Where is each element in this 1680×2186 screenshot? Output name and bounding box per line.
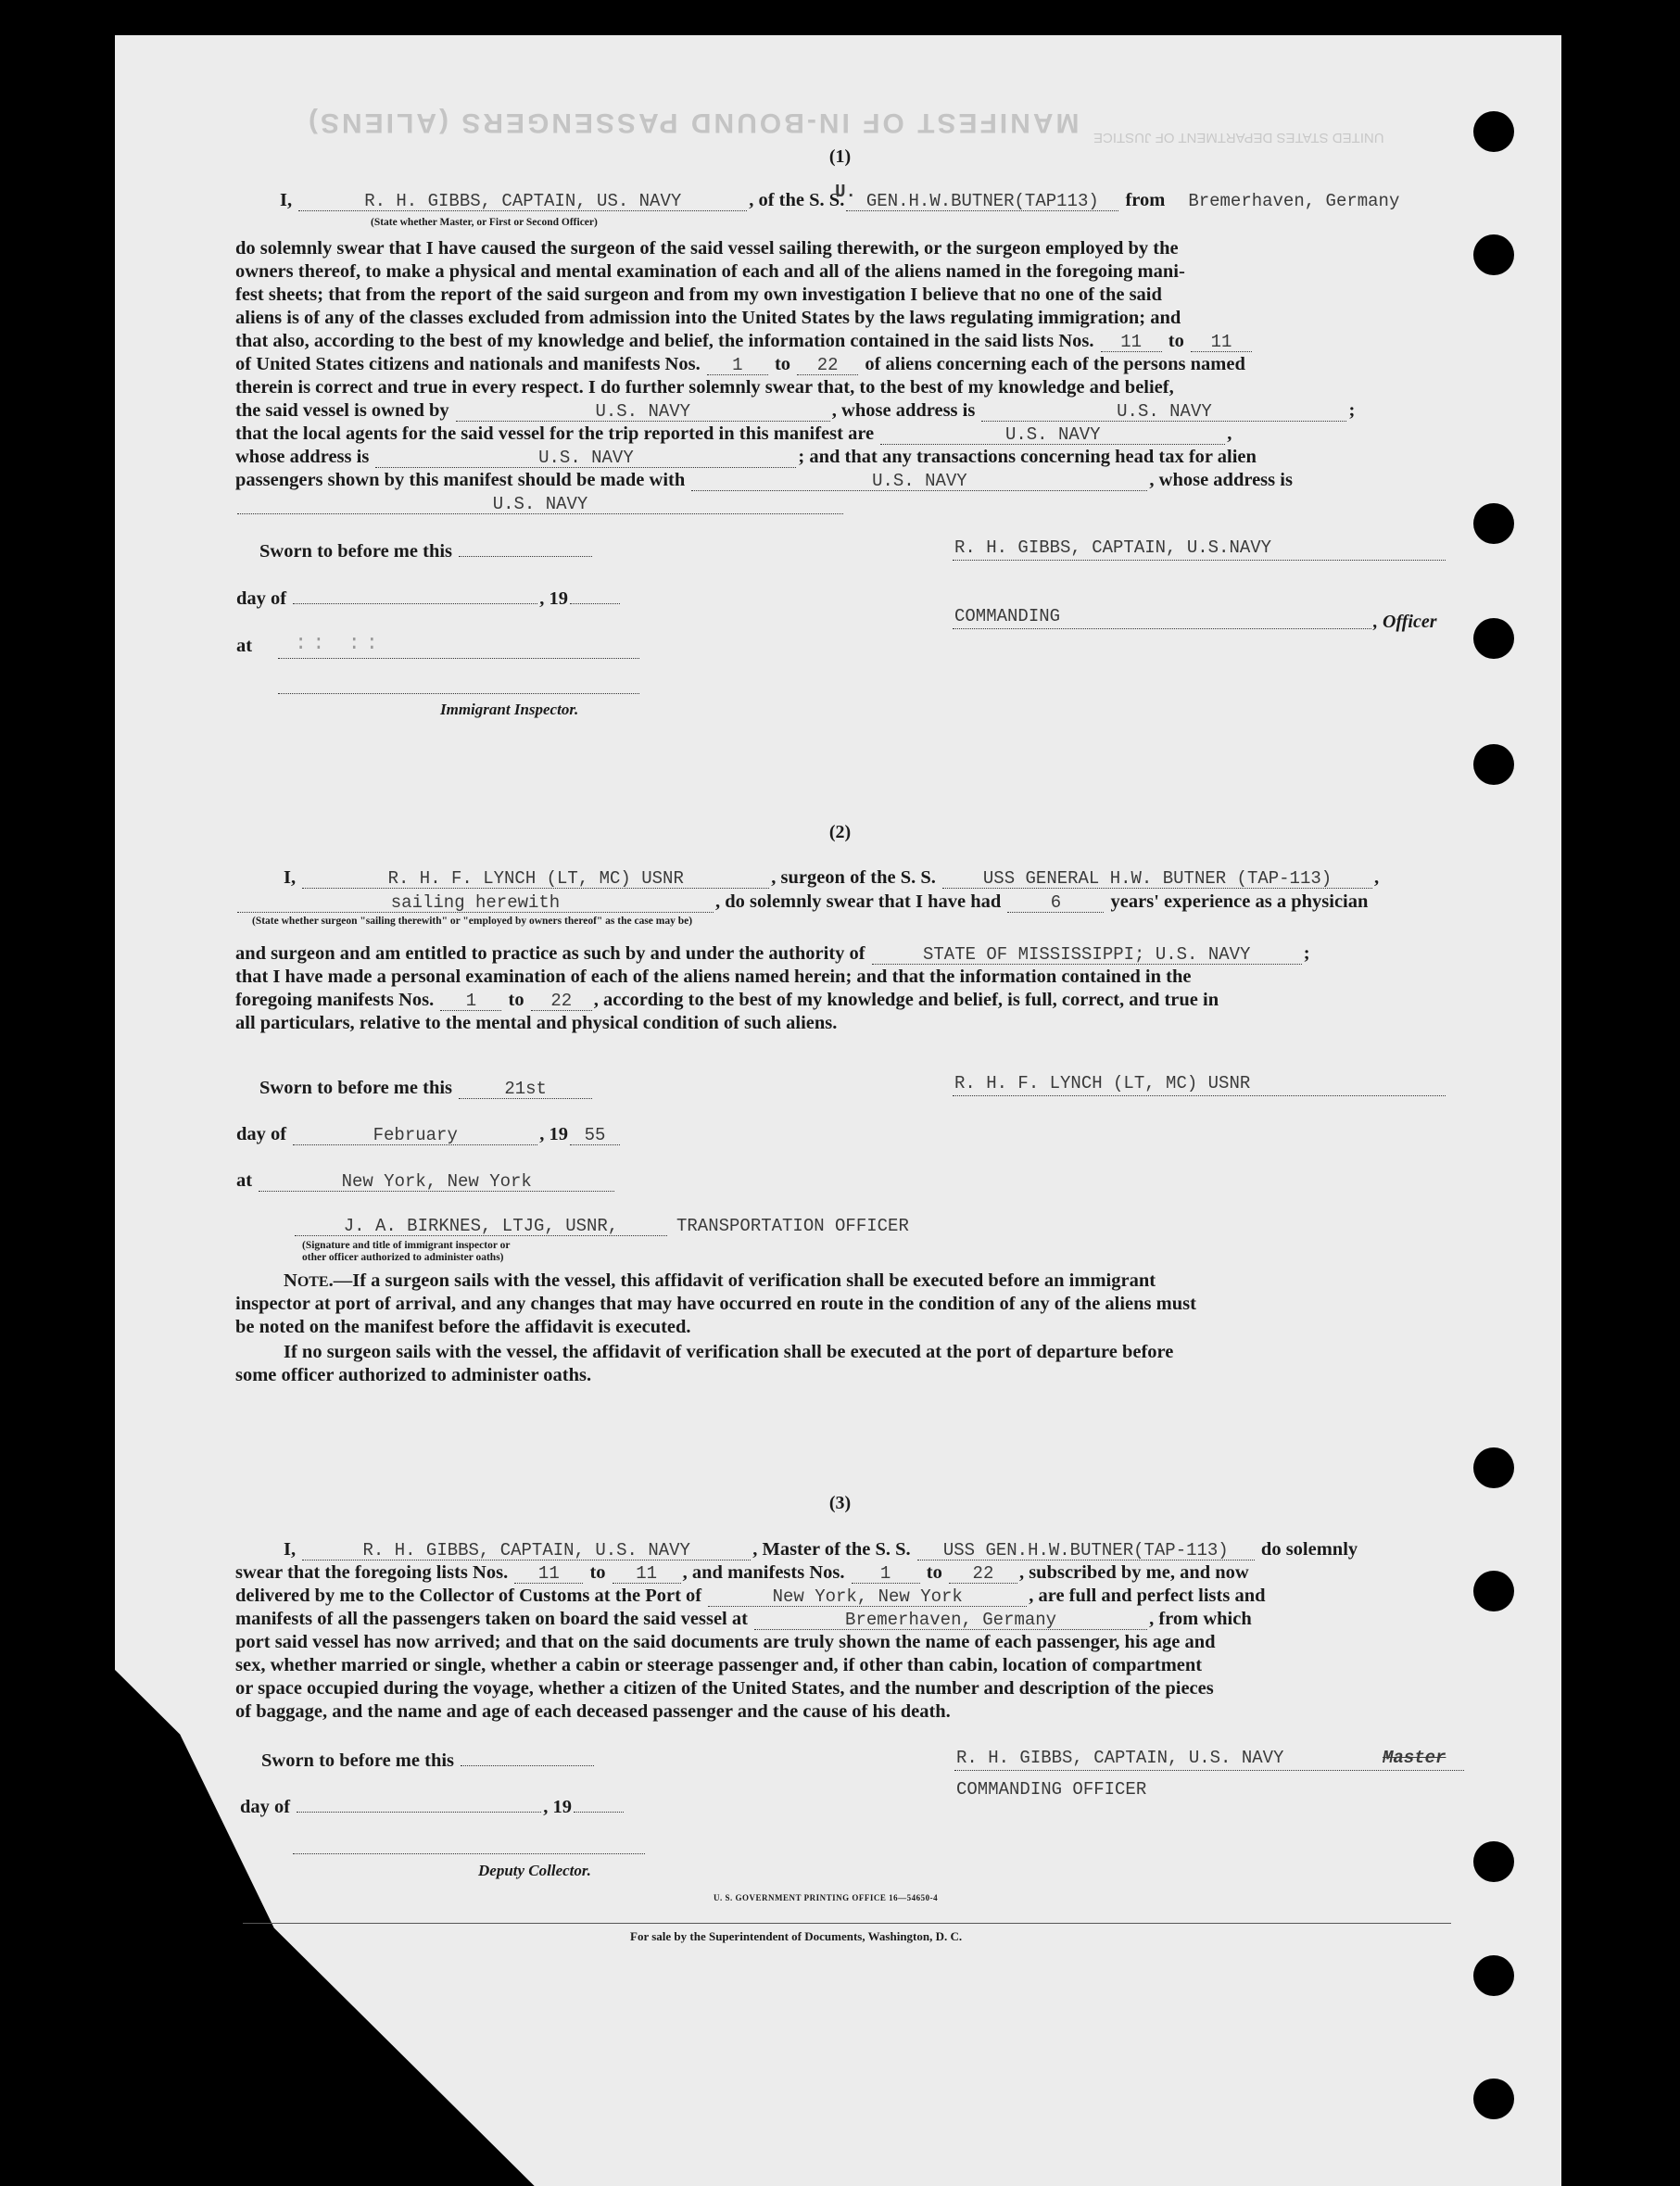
s2-sailing: sailing herewith (237, 893, 714, 913)
s1-list-from: 11 (1101, 333, 1162, 352)
s1-vessel-prefix: U. (835, 182, 856, 202)
s1-head-tax-address: U.S. NAVY (237, 495, 843, 514)
s3-list-to: 11 (613, 1564, 681, 1584)
s3-vessel-name: USS GEN.H.W.BUTNER(TAP-113) (917, 1541, 1255, 1561)
section-3-number: (3) (828, 1493, 852, 1513)
s1-sworn-label: Sworn to before me this (259, 540, 594, 563)
s1-body-1: do solemnly swear that I have caused the surgeon of the said vessel sailing therewith, or the surgeon employed by the (235, 238, 1179, 259)
note-line-1: NOTE.—If a surgeon sails with the vessel, this affidavit of verification shall be executed before an immigrant (284, 1270, 1156, 1291)
bleed-through-department: UNITED STATES DEPARTMENT OF JUSTICE (1093, 130, 1384, 145)
s3-collector-caption: Deputy Collector. (478, 1862, 591, 1879)
binder-hole (1473, 234, 1514, 275)
s3-line-3: delivered by me to the Collector of Customs at the Port of New York, New York , are full and perfect lists and (235, 1586, 1266, 1607)
s2-line-4: that I have made a personal examination of each of the aliens named herein; and that the information contained in the (235, 967, 1192, 987)
s1-body-4: aliens is of any of the classes excluded from admission into the United States by the laws regulating immigration; and (235, 308, 1181, 328)
sale-notice: For sale by the Superintendent of Documents, Washington, D. C. (630, 1929, 963, 1943)
s3-manifest-to: 22 (949, 1564, 1017, 1584)
note-line-5: some officer authorized to administer oaths. (235, 1365, 592, 1385)
s3-line-6: sex, whether married or single, whether a cabin or steerage passenger and, if other than cabin, location of compartment (235, 1655, 1203, 1675)
s3-line-2: swear that the foregoing lists Nos. 11 to 11 , and manifests Nos. 1 to 22 , subscribed by me, and now (235, 1562, 1249, 1584)
s1-inspector-caption: Immigrant Inspector. (440, 701, 579, 718)
binder-hole (1473, 1447, 1514, 1488)
s1-body-9: that the local agents for the said vessel for the trip reported in this manifest are U.S. NAVY , (235, 423, 1232, 445)
binder-hole (1473, 2079, 1514, 2119)
s1-local-agents: U.S. NAVY (880, 425, 1225, 445)
s3-port-departure: Bremerhaven, Germany (754, 1611, 1147, 1630)
s1-officer-title: COMMANDING (954, 606, 1061, 626)
s1-signature: R. H. GIBBS, CAPTAIN, U.S.NAVY (954, 537, 1272, 558)
binder-hole (1473, 1571, 1514, 1611)
s1-body-3: fest sheets; that from the report of the said surgeon and from my own investigation I believe that no one of the said (235, 284, 1162, 305)
s2-sailing-caption: (State whether surgeon "sailing therewith" or "employed by owners thereof" as the case may be) (252, 916, 693, 927)
s2-officer-caption-1: (Signature and title of immigrant inspector or (302, 1240, 511, 1251)
s1-manifest-to: 22 (797, 356, 858, 375)
s1-day-label: day of , 19 (236, 588, 622, 611)
s1-body-12 (235, 492, 845, 515)
s3-list-from: 11 (514, 1564, 583, 1584)
binder-hole (1473, 618, 1514, 659)
s2-line-3: and surgeon and am entitled to practice as such by and under the authority of STATE OF MISSISSIPPI; U.S. NAVY ; (235, 943, 1310, 965)
s1-from-port: Bremerhaven, Germany (1188, 191, 1400, 211)
note-line-4: If no surgeon sails with the vessel, the affidavit of verification shall be executed at the port of departure before (284, 1342, 1174, 1362)
s1-body-11: passengers shown by this manifest should be made with U.S. NAVY , whose address is (235, 470, 1293, 491)
s1-head-tax-party: U.S. NAVY (691, 472, 1147, 491)
s2-officer-name: J. A. BIRKNES, LTJG, USNR, (295, 1217, 667, 1236)
s2-officer-line (293, 1214, 669, 1237)
binder-hole (1473, 1955, 1514, 1996)
s2-sworn-label: Sworn to before me this 21st (259, 1077, 594, 1100)
s3-sworn-label: Sworn to before me this (261, 1750, 596, 1773)
s1-captain-name: R. H. GIBBS, CAPTAIN, US. NAVY (298, 192, 747, 211)
s2-signature: R. H. F. LYNCH (LT, MC) USNR (954, 1073, 1251, 1093)
note-line-3: be noted on the manifest before the affidavit is executed. (235, 1317, 691, 1337)
s2-officer-caption-2: other officer authorized to administer oaths) (302, 1252, 504, 1263)
printing-office-imprint: U. S. GOVERNMENT PRINTING OFFICE 16—54650-4 (714, 1893, 939, 1902)
s3-day-label: day of , 19 (240, 1796, 625, 1819)
s1-agents-address: U.S. NAVY (375, 449, 796, 468)
s1-body-6: of United States citizens and nationals and manifests Nos. 1 to 22 of aliens concerning each of the persons named (235, 354, 1245, 375)
s2-vessel-name: USS GENERAL H.W. BUTNER (TAP-113) (942, 869, 1372, 889)
s2-sworn-day: 21st (459, 1080, 592, 1099)
s3-line-7: or space occupied during the voyage, whether a citizen of the United States, and the number and description of the pieces (235, 1678, 1214, 1699)
s1-officer-label: , Officer (1373, 612, 1437, 632)
s3-port-arrival: New York, New York (708, 1587, 1027, 1607)
s2-day-label: day of February , 19 55 (236, 1123, 622, 1146)
s2-at-label: at New York, New York (236, 1169, 616, 1193)
s3-collector-rule (293, 1853, 645, 1854)
s1-body-8: the said vessel is owned by U.S. NAVY , whose address is U.S. NAVY ; (235, 400, 1356, 422)
note-line-2: inspector at port of arrival, and any changes that may have occurred en route in the condition of any of the aliens must (235, 1294, 1196, 1314)
s2-manifest-from: 1 (440, 992, 501, 1011)
s1-at-label: at (236, 636, 253, 656)
s2-authority: STATE OF MISSISSIPPI; U.S. NAVY (872, 945, 1302, 965)
s2-years: 6 (1007, 893, 1104, 913)
s3-signature: R. H. GIBBS, CAPTAIN, U.S. NAVY (956, 1748, 1284, 1768)
s1-list-to: 11 (1191, 333, 1252, 352)
s1-inspector-rule (278, 693, 639, 694)
s2-sworn-year: 55 (570, 1126, 620, 1145)
s3-signature-rule (954, 1770, 1464, 1771)
s1-body-7: therein is correct and true in every respect. I do further solemnly swear that, to the best of my knowledge and belief, (235, 377, 1174, 398)
section-2-number: (2) (828, 822, 852, 842)
s2-line-2: sailing herewith , do solemnly swear that I have had 6 years' experience as a physician (235, 891, 1368, 914)
s3-line-8: of baggage, and the name and age of each deceased passenger and the cause of his death. (235, 1701, 951, 1722)
s2-line-1: I, R. H. F. LYNCH (LT, MC) USNR , surgeon of the S. S. USS GENERAL H.W. BUTNER (TAP-113) , (284, 867, 1380, 889)
s3-manifest-from: 1 (852, 1564, 920, 1584)
s1-body-2: owners thereof, to make a physical and mental examination of each and all of the aliens named in the foregoing mani- (235, 261, 1185, 282)
s1-manifest-from: 1 (707, 356, 768, 375)
section-1-number: (1) (828, 146, 852, 167)
s3-master-struck: Master (1383, 1748, 1446, 1768)
s2-line-6: all particulars, relative to the mental and physical condition of such aliens. (235, 1013, 838, 1033)
s2-surgeon-name: R. H. F. LYNCH (LT, MC) USNR (302, 869, 769, 889)
s3-line-4: manifests of all the passengers taken on board the said vessel at Bremerhaven, Germany , from which (235, 1609, 1252, 1630)
binder-hole (1473, 1841, 1514, 1882)
s2-officer-title: TRANSPORTATION OFFICER (676, 1216, 909, 1236)
s3-line-1: I, R. H. GIBBS, CAPTAIN, U.S. NAVY , Master of the S. S. USS GEN.H.W.BUTNER(TAP-113) do solemnly (284, 1539, 1358, 1561)
s1-signature-rule (953, 560, 1446, 561)
binder-hole (1473, 503, 1514, 544)
s1-officer-rule (953, 628, 1371, 629)
s1-line-1: I, R. H. GIBBS, CAPTAIN, US. NAVY , of the U. S. S. GEN.H.W.BUTNER(TAP113) from Bremerhaven, Germany (280, 189, 1422, 212)
s2-sworn-month: February (293, 1126, 537, 1145)
s1-vessel-name: GEN.H.W.BUTNER(TAP113) (846, 192, 1118, 211)
s1-at-rule (278, 658, 639, 659)
s1-owner-address: U.S. NAVY (981, 402, 1346, 422)
s2-sworn-place: New York, New York (259, 1172, 614, 1192)
s1-body-5: that also, according to the best of my knowledge and belief, the information contained in the said lists Nos. 11 to 11 (235, 330, 1254, 353)
s3-master-name: R. H. GIBBS, CAPTAIN, U.S. NAVY (302, 1541, 751, 1561)
s1-owner: U.S. NAVY (456, 402, 830, 422)
stamp-smudge: :: :: (295, 632, 385, 655)
s3-line-5: port said vessel has now arrived; and that on the said documents are truly shown the name of each passenger, his age and (235, 1632, 1216, 1652)
binder-hole (1473, 744, 1514, 785)
s1-body-10: whose address is U.S. NAVY ; and that any transactions concerning head tax for alien (235, 447, 1257, 468)
s1-captain-caption: (State whether Master, or First or Second Officer) (371, 217, 598, 228)
bleed-through-title: MANIFEST OF IN-BOUND PASSENGERS (ALIENS) (306, 107, 1080, 138)
footer-rule (243, 1923, 1451, 1924)
s3-officer-title: COMMANDING OFFICER (956, 1779, 1147, 1800)
s2-manifest-to: 22 (531, 992, 592, 1011)
s2-line-5: foregoing manifests Nos. 1 to 22 , according to the best of my knowledge and belief, is full, correct, and true in (235, 990, 1219, 1011)
s2-signature-rule (953, 1095, 1446, 1096)
